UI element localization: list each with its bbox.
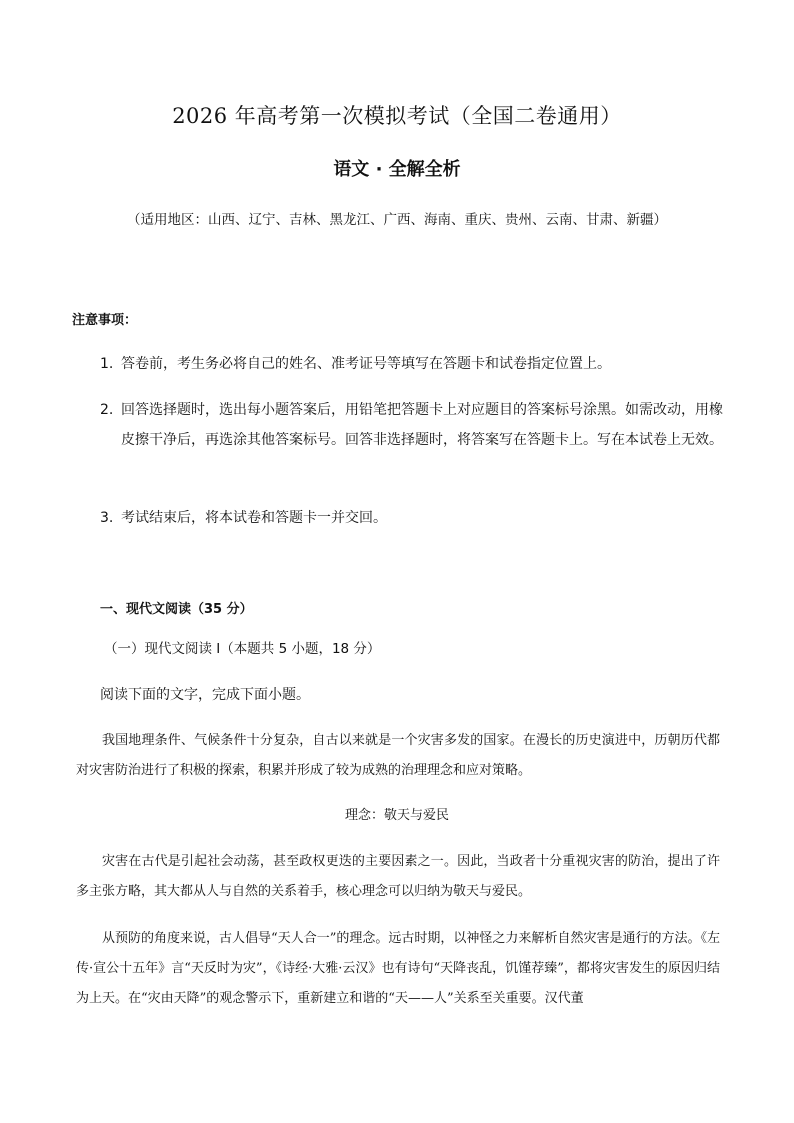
passage-subtitle: 理念：敬天与爱民 [344,808,449,823]
applicable-regions: （适用地区：山西、辽宁、吉林、黑龙江、广西、海南、重庆、贵州、云南、甘肃、新疆） [127,212,667,228]
notice-item [100,503,728,533]
page-title: 2026 年高考第一次模拟考试（全国二卷通用） [172,104,622,128]
section-heading: 一、现代文阅读（35 分） [100,602,253,617]
passage-paragraph: 灾害在古代是引起社会动荡，甚至政权更迭的主要因素之一。因此，当政者十分重视灾害的防治，提出了许多主张方略，其大都从人与自然的关系着手，核心理念可以归纳为敬天与爱民。 [76,854,720,899]
reading-instruction: 阅读下面的文字，完成下面小题。 [100,687,310,703]
section-subheading: （一）现代文阅读 I（本题共 5 小题，18 分） [104,641,381,657]
notice-heading: 注意事项： [72,313,138,328]
notice-item-text: 回答选择题时，选出每小题答案后，用铅笔把答题卡上对应题目的答案标号涂黑。如需改动，用橡皮擦干净后，再选涂其他答案标号。回答非选择题时，将答案写在答题卡上。写在本试卷上无效。 [121,402,723,448]
passage-paragraph: 从预防的角度来说，古人倡导“天人合一”的理念。远古时期，以神怪之力来解析自然灾害是通行的方法。《左传·宣公十五年》言“天反时为灾”，《诗经·大雅·云汉》也有诗句“天降丧乱，饥馑荐臻”，都将灾害发生的原因归结为上天。在“灾由天降”的观念警示下，重新建立和谐的“天——人”关系至关重要。汉代董 [76,931,720,1006]
notice-item-number: 2. [100,402,114,418]
passage-intro: 我国地理条件、气候条件十分复杂，自古以来就是一个灾害多发的国家。在漫长的历史演进中，历朝历代都对灾害防治进行了积极的探索，积累并形成了较为成熟的治理理念和应对策略。 [76,733,720,778]
notice-item-text: 答卷前，考生务必将自己的姓名、准考证号等填写在答题卡和试卷指定位置上。 [121,356,611,372]
page-subtitle: 语文 · 全解全析 [333,159,461,180]
notice-item-number: 3. [100,510,114,526]
notice-item-text: 考试结束后，将本试卷和答题卡一并交回。 [121,510,387,526]
notice-item [100,395,728,455]
notice-item [100,349,728,379]
notice-item-number: 1. [100,356,114,372]
